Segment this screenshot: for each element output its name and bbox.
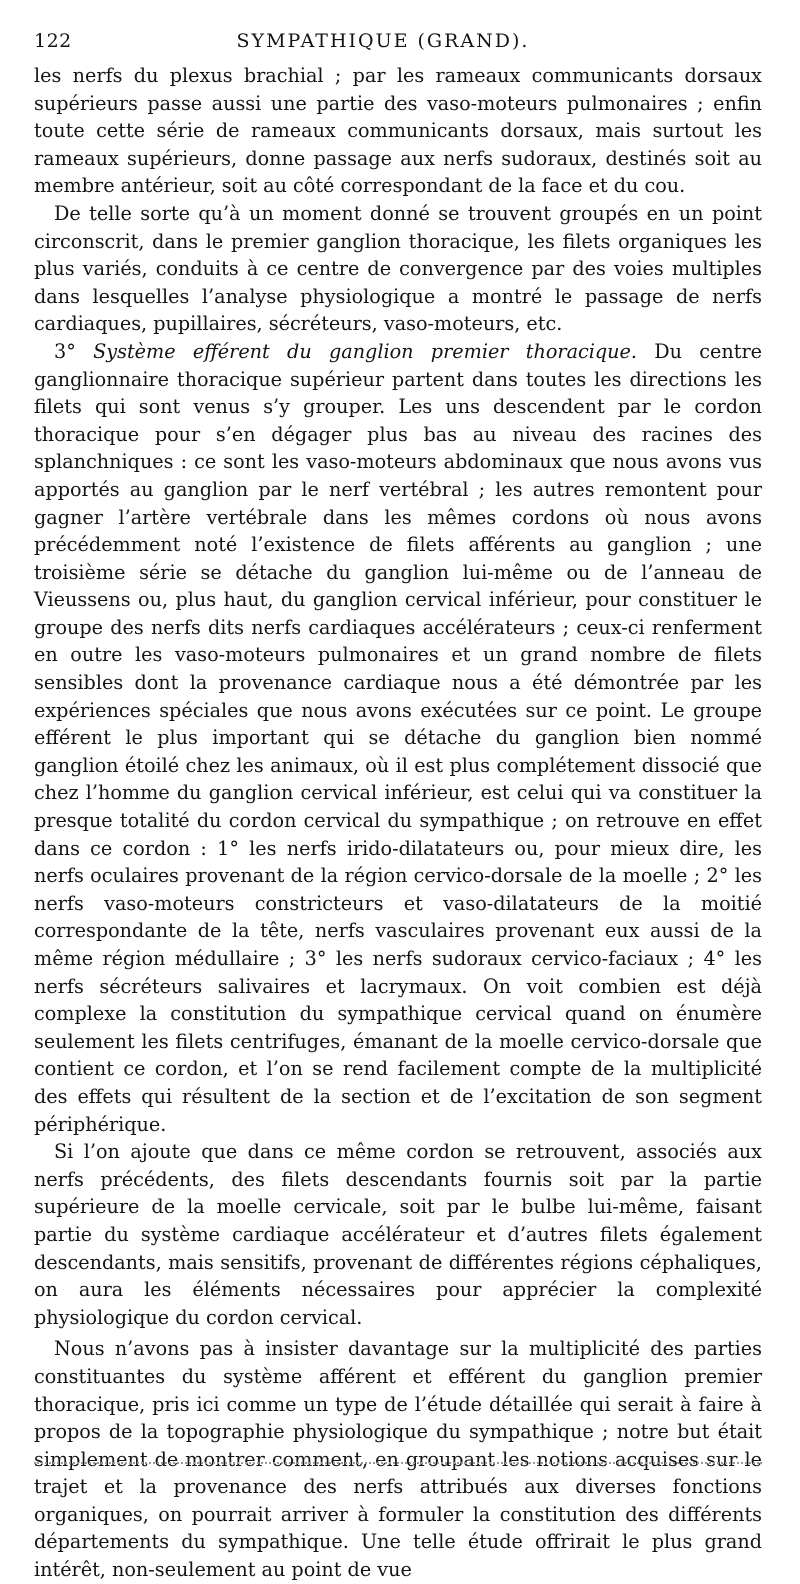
running-head xyxy=(34,30,762,62)
section-heading: Système efférent du ganglion premier thoracique. xyxy=(93,339,637,363)
section-number: 3° xyxy=(54,339,94,363)
page-number: 122 xyxy=(34,30,72,52)
page-bottom-dotted-rule xyxy=(34,1462,762,1464)
paragraph-conclusion: Nous n’avons pas à insister davantage sur la multiplicité des parties constituantes du système afférent et efférent du ganglion premier thoracique, pris ici comme un type de l’étude détaillée qui serait à faire à propos de la topographie physiologique du sympathique ; notre but était simplement de montrer comment, en groupant les notions acquises sur le trajet et la provenance des nerfs attribués aux diverses fonctions organiques, on pourrait arriver à formuler la constitution des différents départements du sympathique. Une telle étude offrirait le plus grand intérêt, non-seulement au point de vue xyxy=(34,1337,762,1582)
paragraph-descending-fibers: Si l’on ajoute que dans ce même cordon se retrouvent, associés aux nerfs précédents, des filets descendants fournis soit par la partie supérieure de la moelle cervicale, soit par le bulbe lui-même, faisant partie du système cardiaque accélérateur et d’autres filets également descendants, mais sensitifs, provenant de différentes régions céphaliques, on aura les éléments nécessaires pour apprécier la complexité physiologique du cordon cervical. xyxy=(34,1140,762,1329)
body-text xyxy=(34,62,762,1584)
paragraph-continuation: les nerfs du plexus brachial ; par les rameaux communicants dorsaux supérieurs passe aussi une partie des vaso-moteurs pulmonaires ; enfin toute cette série de rameaux communicants dorsaux, mais surtout les rameaux supérieurs, donne passage aux nerfs sudoraux, destinés soit au membre antérieur, soit au côté correspondant de la face et du cou. xyxy=(34,64,762,198)
section-body: Du centre ganglionnaire thoracique supérieur partent dans toutes les directions les filets qui sont venus s’y grouper. Les uns descendent par le cordon thoracique pour s’en dégager plus bas au niveau des racines des splanchniques : ce sont les vaso-moteurs abdominaux que nous avons vus apportés au ganglion par le nerf vertébral ; les autres remontent pour gagner l’artère vertébrale dans les mêmes cordons où nous avons précédemment noté l’existence de filets afférents au ganglion ; une troisième série se détache du ganglion lui-même ou de l’anneau de Vieussens ou, plus haut, du ganglion cervical inférieur, pour constituer le groupe des nerfs dits nerfs cardiaques accélérateurs ; ceux-ci renferment en outre les vaso-moteurs pulmonaires et un grand nombre de filets sensibles dont la provenance cardiaque nous a été démontrée par les expériences spéciales que nous avons exécutées sur ce point. Le groupe efférent le plus important qui se détache du ganglion bien nommé ganglion étoilé chez les animaux, où il est plus complétement dissocié que chez l’homme du ganglion cervical inférieur, est celui qui va constituer la presque totalité du cordon cervical du sympathique ; on retrouve en effet dans ce cordon : 1° les nerfs irido-dilatateurs ou, pour mieux dire, les nerfs oculaires provenant de la région cervico-dorsale de la moelle ; 2° les nerfs vaso-moteurs constricteurs et vaso-dilatateurs de la moitié correspondante de la tête, nerfs vasculaires provenant eux aussi de la même région médullaire ; 3° les nerfs sudoraux cervico-faciaux ; 4° les nerfs sécréteurs salivaires et lacrymaux. On voit combien est déjà complexe la constitution du sympathique cervical quand on énumère seulement les filets centrifuges, émanant de la moelle cervico-dorsale que contient ce cordon, et l’on se rend facilement compte de la multiplicité des effets qui résultent de la section et de l’excitation de son segment périphérique. xyxy=(34,339,763,1136)
running-title: SYMPATHIQUE (GRAND). xyxy=(236,30,530,52)
paragraph-convergence: De telle sorte qu’à un moment donné se trouvent groupés en un point circonscrit, dans le premier ganglion thoracique, les filets organiques les plus variés, conduits à ce centre de convergence par des voies multiples dans lesquelles l’analyse physiologique a montré le passage de nerfs cardiaques, pupillaires, sécréteurs, vaso-moteurs, etc. xyxy=(34,201,762,336)
paragraph-efferent-system xyxy=(34,338,762,1138)
